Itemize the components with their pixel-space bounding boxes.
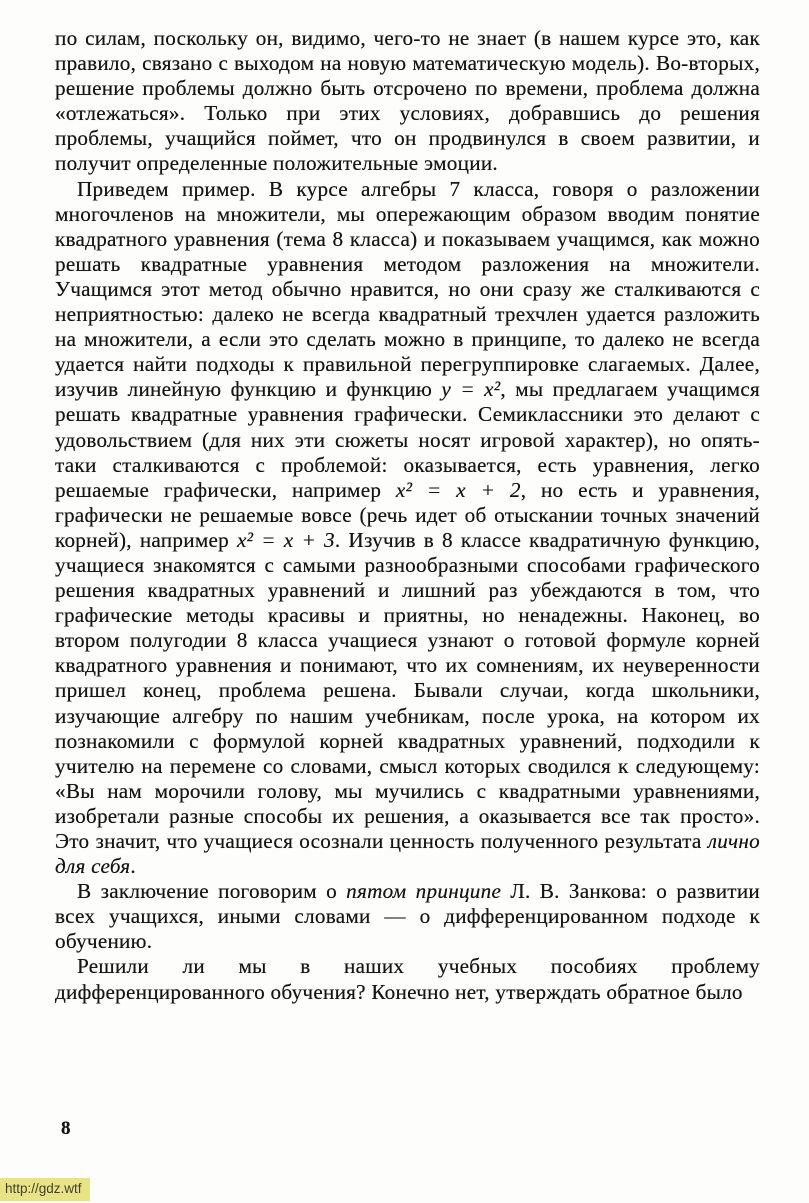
page-text-block: [55, 26, 760, 1005]
paragraph: [55, 177, 760, 880]
paragraph: [55, 954, 760, 1004]
italic-text-segment: y = x²: [441, 377, 501, 402]
text-segment: Приведем пример. В курсе алгебры 7 класса, говоря о разложении многочленов на множители, мы опережающим образом вводим понятие квадратного уравнения (тема 8 класса) и показываем учащимся, как можно решать квадратные уравнения методом разложения на множители. Учащимся этот метод обычно нравится, но они сразу же сталкиваются с неприятностью: далеко не всегда квадратный трехчлен удается разложить на множители, а если это сделать можно в принципе, то далеко не всегда удается найти подходы к правильной перегруппировке слагаемых. Далее, изучив линейную функцию и функцию: [55, 176, 760, 402]
text-segment: , мы предлагаем учащимся решать квадратные уравнения графически. Семиклассники это делают с удовольствием (для них эти сюжеты носят игровой характер), но опять-таки сталкиваются с проблемой: оказывается, есть уравнения, легко решаемые графически, например: [55, 377, 760, 502]
italic-text-segment: x² = x + 3: [237, 527, 335, 552]
paragraph: [55, 879, 760, 954]
text-segment: . Изучив в 8 классе квадратичную функцию, учащиеся знакомятся с самыми разнообразными способами графического решения квадратных уравнений и лишний раз убеждаются в том, что графические методы красивы и приятны, но ненадежны. Наконец, во втором полугодии 8 класса учащиеся узнают о готовой формуле корней квадратного уравнения и понимают, что их сомнениям, их неуверенности пришел конец, проблема решена. Бывали случаи, когда школьники, изучающие алгебру по нашим учебникам, после урока, на котором их познакомили с формулой корней квадратных уравнений, подходили к учителю на перемене со словами, смысл которых сводился к следующему: «Вы нам морочили голову, мы мучились с квадратными уравнениями, изобретали разные способы их решения, а оказывается все так просто». Это значит, что учащиеся осознали ценность полученного результата: [55, 527, 760, 853]
italic-text-segment: пятом принципе: [346, 879, 502, 904]
watermark-url: http://gdz.wtf: [0, 1178, 90, 1201]
italic-text-segment: лично для себя: [55, 829, 760, 879]
text-segment: Л. В. Занкова: о развитии всех учащихся, иными словами — о дифференцированном подходе к обучению.: [55, 879, 760, 954]
text-segment: , но есть и уравнения, графически не решаемые вовсе (речь идет об отыскании точных значений корней), например: [55, 477, 760, 552]
text-segment: .: [130, 854, 136, 879]
italic-text-segment: x² = x + 2: [395, 477, 521, 502]
text-segment: по силам, поскольку он, видимо, чего-то не знает (в нашем курсе это, как правило, связано с выходом на новую математическую модель). Во-вторых, решение проблемы должно быть отсрочено по времени, проблема должна «отлежаться». Только при этих условиях, добравшись до решения проблемы, учащийся поймет, что он продвинулся в своем развитии, и получит определенные положительные эмоции.: [55, 26, 760, 176]
paragraph: [55, 26, 760, 177]
text-segment: В заключение поговорим о: [77, 879, 347, 904]
text-segment: Решили ли мы в наших учебных пособиях проблему дифференцированного обучения? Конечно нет, утверждать обратное было: [55, 954, 760, 1004]
page-number: 8: [61, 1118, 71, 1139]
